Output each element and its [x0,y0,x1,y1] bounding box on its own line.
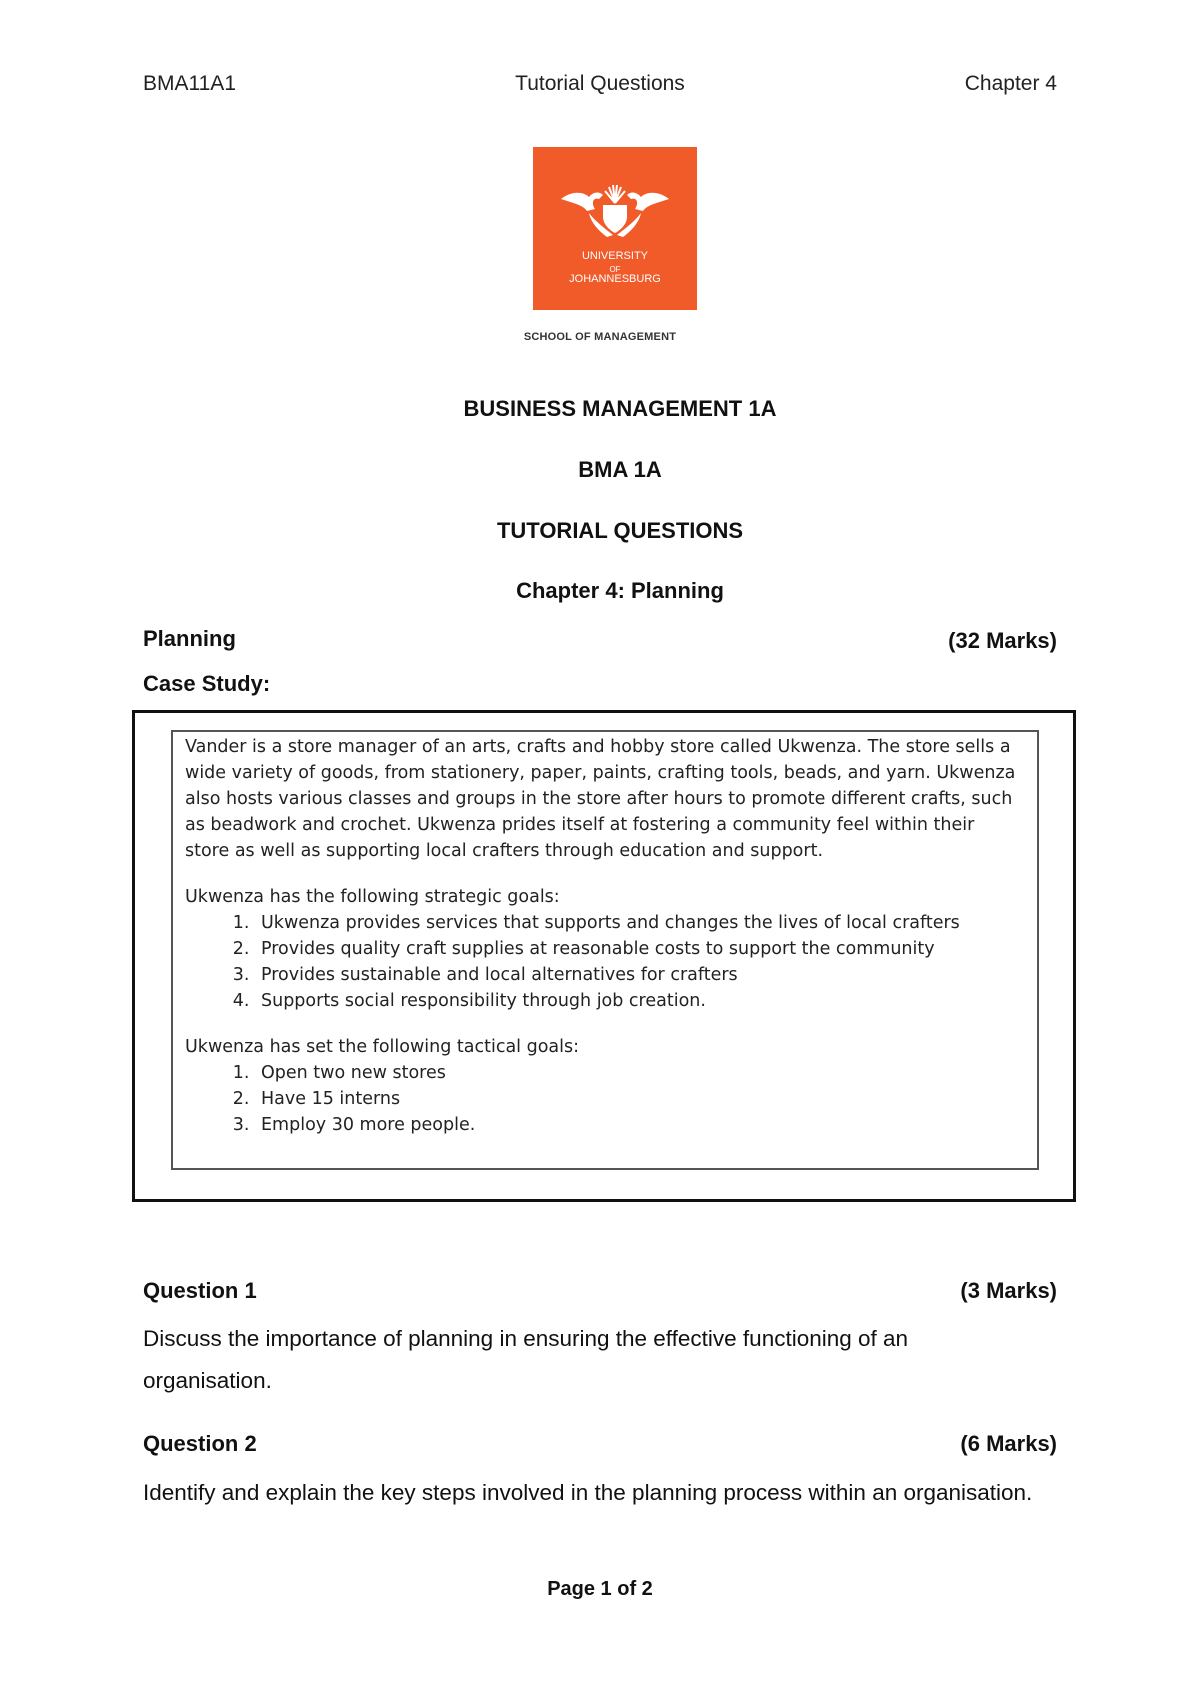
case-study-intro: Vander is a store manager of an arts, crafts and hobby store called Ukwenza. The store sells a wide variety of goods, from stationery, paper, paints, crafting tools, beads, and yarn. Ukwenza also hosts various classes and groups in the store after hours to promote different crafts, such as beadwork and crochet. Ukwenza prides itself at fostering a community feel within their store as well as supporting local crafters through education and support. [185,737,1016,861]
chapter-title: Chapter 4: Planning [516,578,724,603]
question-1-marks: (3 Marks) [960,1278,1057,1303]
course-short-title: BMA 1A [578,457,662,482]
logo-line-of: OF [609,265,621,274]
list-item: 3. Provides sustainable and local alternatives for crafters [255,962,1017,988]
header-chapter: Chapter 4 [964,72,1057,95]
header-doc-title: Tutorial Questions [515,72,685,95]
case-study-box [171,730,1039,1170]
question-1-label: Question 1 [143,1278,257,1303]
list-item: 1. Ukwenza provides services that supports and changes the lives of local crafters [255,910,1017,936]
list-item: 1. Open two new stores [255,1060,1017,1086]
tactical-goals-heading: Ukwenza has set the following tactical goals: [185,1037,580,1057]
logo-line-johannesburg: JOHANNESBURG [569,273,661,285]
course-name-title: BUSINESS MANAGEMENT 1A [463,396,777,421]
strategic-goals-list [185,910,1017,1014]
tactical-goals-list [185,1060,1017,1138]
list-item: 3. Employ 30 more people. [255,1112,1017,1138]
section-marks: (32 Marks) [948,628,1057,653]
university-logo [533,147,697,310]
header-course-code: BMA11A1 [143,72,236,95]
uj-crest-icon [533,147,697,247]
list-item: 2. Provides quality craft supplies at reasonable costs to support the community [255,936,1017,962]
question-1-text: Discuss the importance of planning in ensuring the effective functioning of an organisation. [143,1326,909,1393]
list-item: 2. Have 15 interns [255,1086,1017,1112]
question-2-marks: (6 Marks) [960,1431,1057,1456]
school-of-management: SCHOOL OF MANAGEMENT [523,331,677,343]
question-2-text: Identify and explain the key steps involved in the planning process within an organisation. [143,1480,1033,1505]
logo-line-university: UNIVERSITY [581,250,648,262]
list-item: 4. Supports social responsibility through job creation. [255,988,1017,1014]
page-number: Page 1 of 2 [547,1578,653,1600]
case-study-label: Case Study: [143,671,271,696]
doc-type-title: TUTORIAL QUESTIONS [496,518,744,543]
section-label: Planning [143,626,236,651]
question-2-label: Question 2 [143,1431,257,1456]
strategic-goals-heading: Ukwenza has the following strategic goals: [185,887,560,907]
